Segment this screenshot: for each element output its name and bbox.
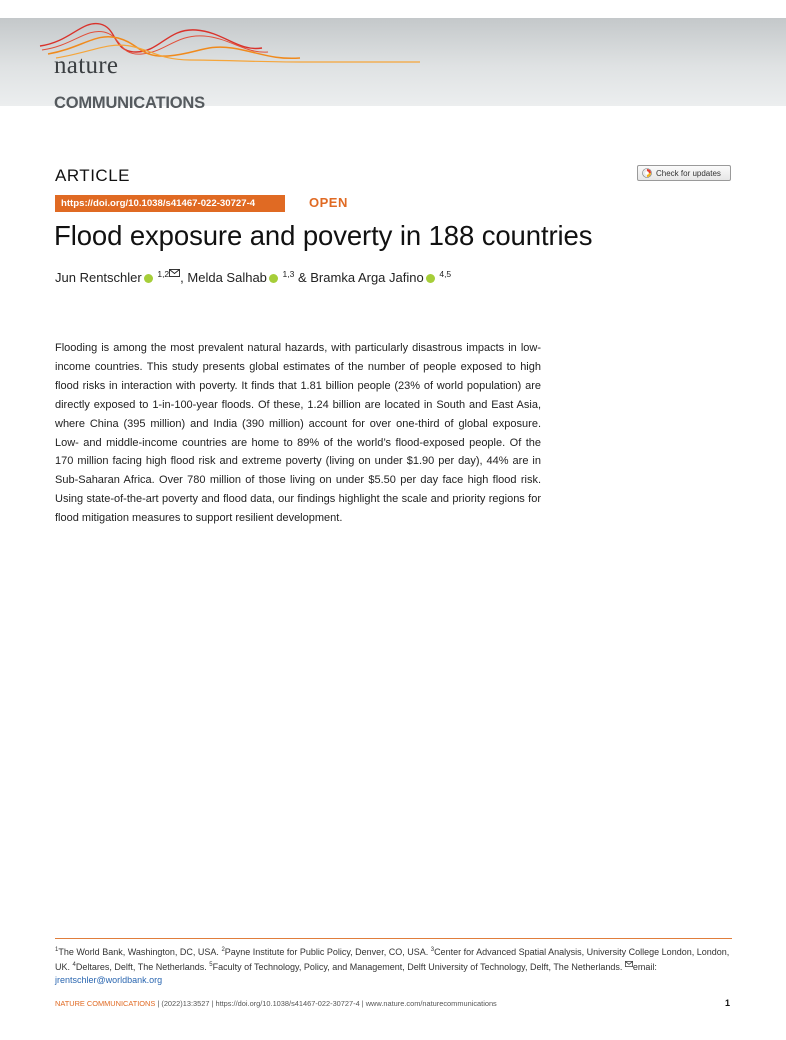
article-type-label: ARTICLE <box>55 166 130 185</box>
orcid-icon[interactable] <box>426 274 435 283</box>
affiliation-3: Center for Advanced Spatial Analysis, University College London, London, UK. <box>55 947 730 972</box>
author-name[interactable]: Bramka Arga Jafino <box>310 270 424 285</box>
page-footer <box>55 999 497 1008</box>
email-envelope-icon <box>625 961 633 967</box>
affiliation-footnotes <box>55 944 732 987</box>
author-list <box>55 269 451 285</box>
doi-link[interactable]: https://doi.org/10.1038/s41467-022-30727-4 <box>55 195 285 212</box>
author-name[interactable]: Melda Salhab <box>187 270 267 285</box>
logo-nature-text: nature <box>54 52 119 79</box>
email-label: email: <box>632 962 657 972</box>
check-updates-label: Check for updates <box>656 168 721 178</box>
affiliation-number: 1 <box>55 947 59 953</box>
affiliation-number: 2 <box>221 947 225 953</box>
abstract-text: Flooding is among the most prevalent natural hazards, with particularly disastrous impacts in low-income countries. This study presents global estimates of the number of people exposed to high flood risks in interaction with poverty. It finds that 1.81 billion people (23% of world population) are directly exposed to 1-in-100-year floods. Of these, 1.24 billion are located in South and East Asia, where China (395 million) and India (390 million) account for over one-third of global exposure. Low- and middle-income countries are home to 89% of the world’s flood-exposed people. Of the 170 million facing high flood risk and extreme poverty (living on under $1.90 per day), 44% are in Sub-Saharan Africa. Over 780 million of those living on under $5.50 per day face high flood risk. Using state-of-the-art poverty and flood data, our findings highlight the scale and priority regions for flood mitigation measures to support resilient development. <box>55 342 541 525</box>
affiliation-number: 4 <box>72 962 76 968</box>
affiliation-4: Deltares, Delft, The Netherlands. <box>75 962 207 972</box>
email-envelope-icon[interactable] <box>169 269 180 277</box>
affiliation-number: 5 <box>209 962 213 968</box>
orcid-icon[interactable] <box>269 274 278 283</box>
page-number: 1 <box>725 998 731 1008</box>
orcid-icon[interactable] <box>144 274 153 283</box>
author-separator: , <box>180 270 188 285</box>
corresponding-email-link[interactable]: jrentschler@worldbank.org <box>55 975 163 985</box>
author-affiliation: 1,2 <box>157 269 170 279</box>
author-name[interactable]: Jun Rentschler <box>55 270 142 285</box>
author-affiliation: 4,5 <box>439 269 452 279</box>
affiliation-1: The World Bank, Washington, DC, USA. <box>58 947 219 957</box>
footer-journal-name[interactable]: NATURE COMMUNICATIONS <box>55 999 156 1008</box>
check-updates-icon <box>642 168 652 178</box>
article-title: Flood exposure and poverty in 188 countries <box>54 220 593 251</box>
affiliation-5: Faculty of Technology, Policy, and Management, Delft University of Technology, Delft, The Netherlands. <box>212 962 623 972</box>
journal-banner <box>0 18 786 112</box>
logo-communications-text: COMMUNICATIONS <box>54 94 205 112</box>
author-separator: & <box>294 270 311 285</box>
footnote-divider <box>55 938 732 939</box>
author-affiliation: 1,3 <box>282 269 295 279</box>
open-access-label: OPEN <box>309 195 348 210</box>
affiliation-number: 3 <box>430 947 435 953</box>
affiliation-2: Payne Institute for Public Policy, Denver, CO, USA. <box>224 947 429 957</box>
check-for-updates-button[interactable] <box>637 165 731 181</box>
footer-citation: | (2022)13:3527 | https://doi.org/10.1038/s41467-022-30727-4 | www.nature.com/naturecommunications <box>157 999 497 1008</box>
